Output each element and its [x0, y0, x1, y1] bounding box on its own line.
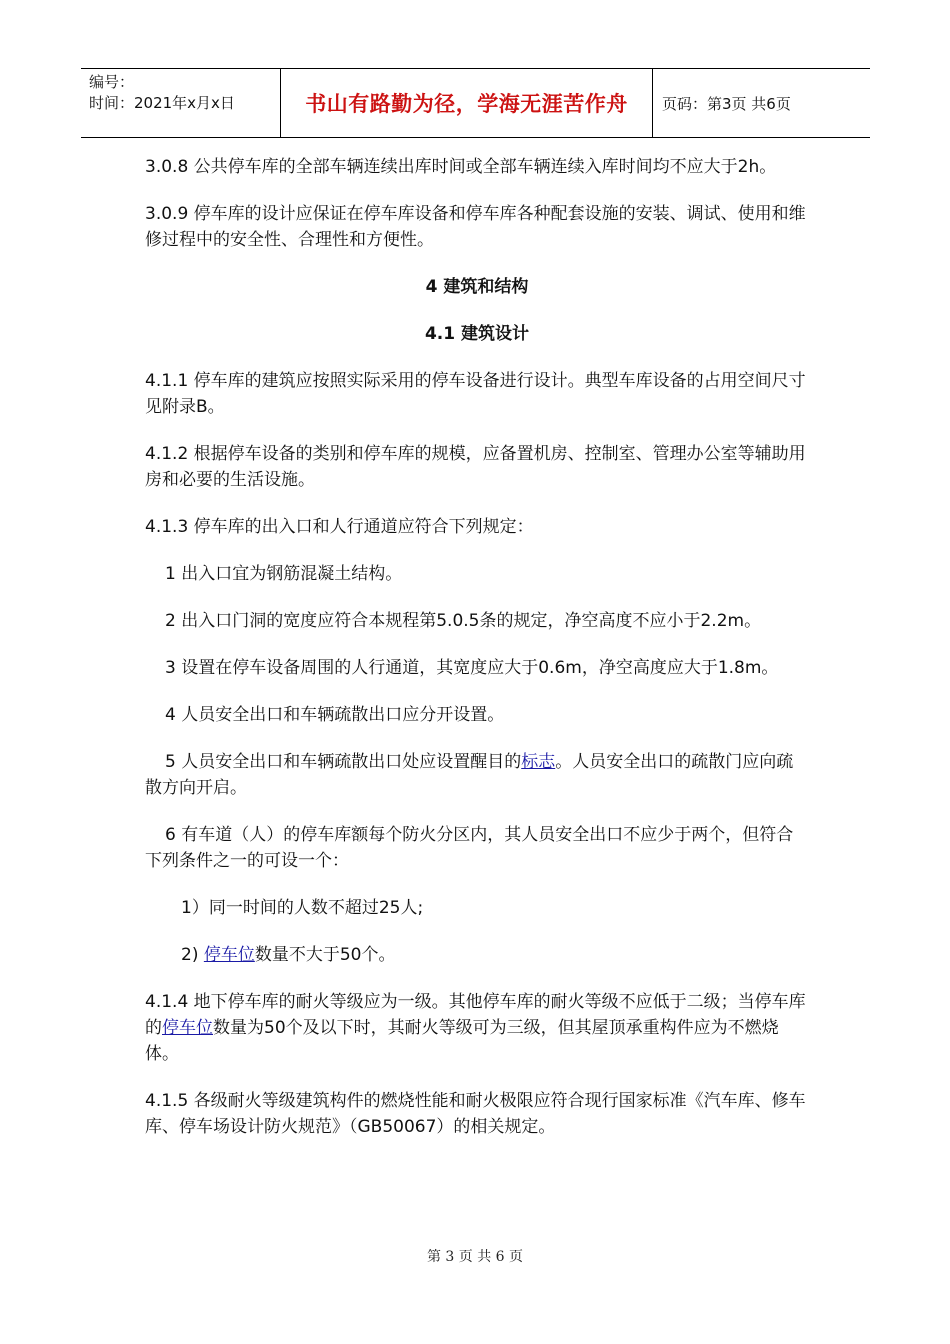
header-page-info: 页码：第3页 共6页: [662, 94, 791, 113]
sign-link[interactable]: 标志: [521, 752, 556, 772]
list-item-5-text-a: 5 人员安全出口和车辆疏散出口处应设置醒目的: [165, 752, 522, 772]
section-heading-4-1: 4.1 建筑设计: [424, 324, 530, 344]
sub-item-2: [145, 942, 809, 968]
clause-3-0-8: 3.0.8 公共停车库的全部车辆连续出库时间或全部车辆连续入库时间均不应大于2h。: [145, 157, 777, 177]
sub-item-1: 1）同一时间的人数不超过25人;: [181, 898, 424, 918]
clause-4-1-1: 4.1.1 停车库的建筑应按照实际采用的停车设备进行设计。典型车库设备的占用空间尺寸见附录B。: [145, 371, 806, 417]
document-date: 时间：2021年x月x日: [89, 94, 235, 112]
list-item-4: 4 人员安全出口和车辆疏散出口应分开设置。: [165, 705, 505, 725]
clause-4-1-4-text-b: 数量为50个及以下时，其耐火等级可为三级，但其屋顶承重构件应为不燃烧体。: [145, 1018, 779, 1064]
header-motto: 书山有路勤为径，学海无涯苦作舟: [281, 69, 653, 137]
page-header: [81, 68, 870, 138]
sub-item-2-text: 数量不大于50个。: [254, 945, 396, 965]
clause-3-0-9: 3.0.9 停车库的设计应保证在停车库设备和停车库各种配套设施的安装、调试、使用和维修过程中的安全性、合理性和方便性。: [145, 204, 806, 250]
document-number-label: 编号：: [89, 73, 135, 91]
section-heading-4: 4 建筑和结构: [425, 277, 529, 297]
sub-item-2-prefix: 2): [181, 945, 204, 965]
parking-space-link[interactable]: 停车位: [203, 945, 255, 965]
clause-4-1-4-text-a: 4.1.4 地下停车库的耐火等级应为一级。其他停车库的耐火等级不应低于二级；当停车库的: [145, 992, 806, 1038]
list-item-6: 6 有车道（人）的停车库额每个防火分区内，其人员安全出口不应少于两个，但符合下列条件之一的可设一个：: [145, 825, 794, 871]
clause-4-1-3: 4.1.3 停车库的出入口和人行通道应符合下列规定：: [145, 517, 534, 537]
list-item-2: 2 出入口门洞的宽度应符合本规程第5.0.5条的规定，净空高度不应小于2.2m。: [165, 611, 762, 631]
list-item-1: 1 出入口宜为钢筋混凝土结构。: [165, 564, 403, 584]
list-item-5-text-b: 。人员安全出口的疏散门应向疏散方向开启。: [145, 752, 794, 798]
page-footer: 第 3 页 共 6 页: [426, 1249, 524, 1265]
header-meta: [81, 69, 281, 137]
clause-4-1-4: [145, 989, 809, 1067]
clause-4-1-2: 4.1.2 根据停车设备的类别和停车库的规模，应备置机房、控制室、管理办公室等辅助用房和必要的生活设施。: [145, 444, 806, 490]
document-body: [145, 154, 809, 1161]
clause-4-1-5: 4.1.5 各级耐火等级建筑构件的燃烧性能和耐火极限应符合现行国家标准《汽车库、修车库、停车场设计防火规范》（GB50067）的相关规定。: [145, 1091, 806, 1137]
list-item-5: [145, 749, 809, 801]
list-item-3: 3 设置在停车设备周围的人行通道，其宽度应大于0.6m，净空高度应大于1.8m。: [165, 658, 779, 678]
parking-space-link-2[interactable]: 停车位: [162, 1018, 213, 1038]
